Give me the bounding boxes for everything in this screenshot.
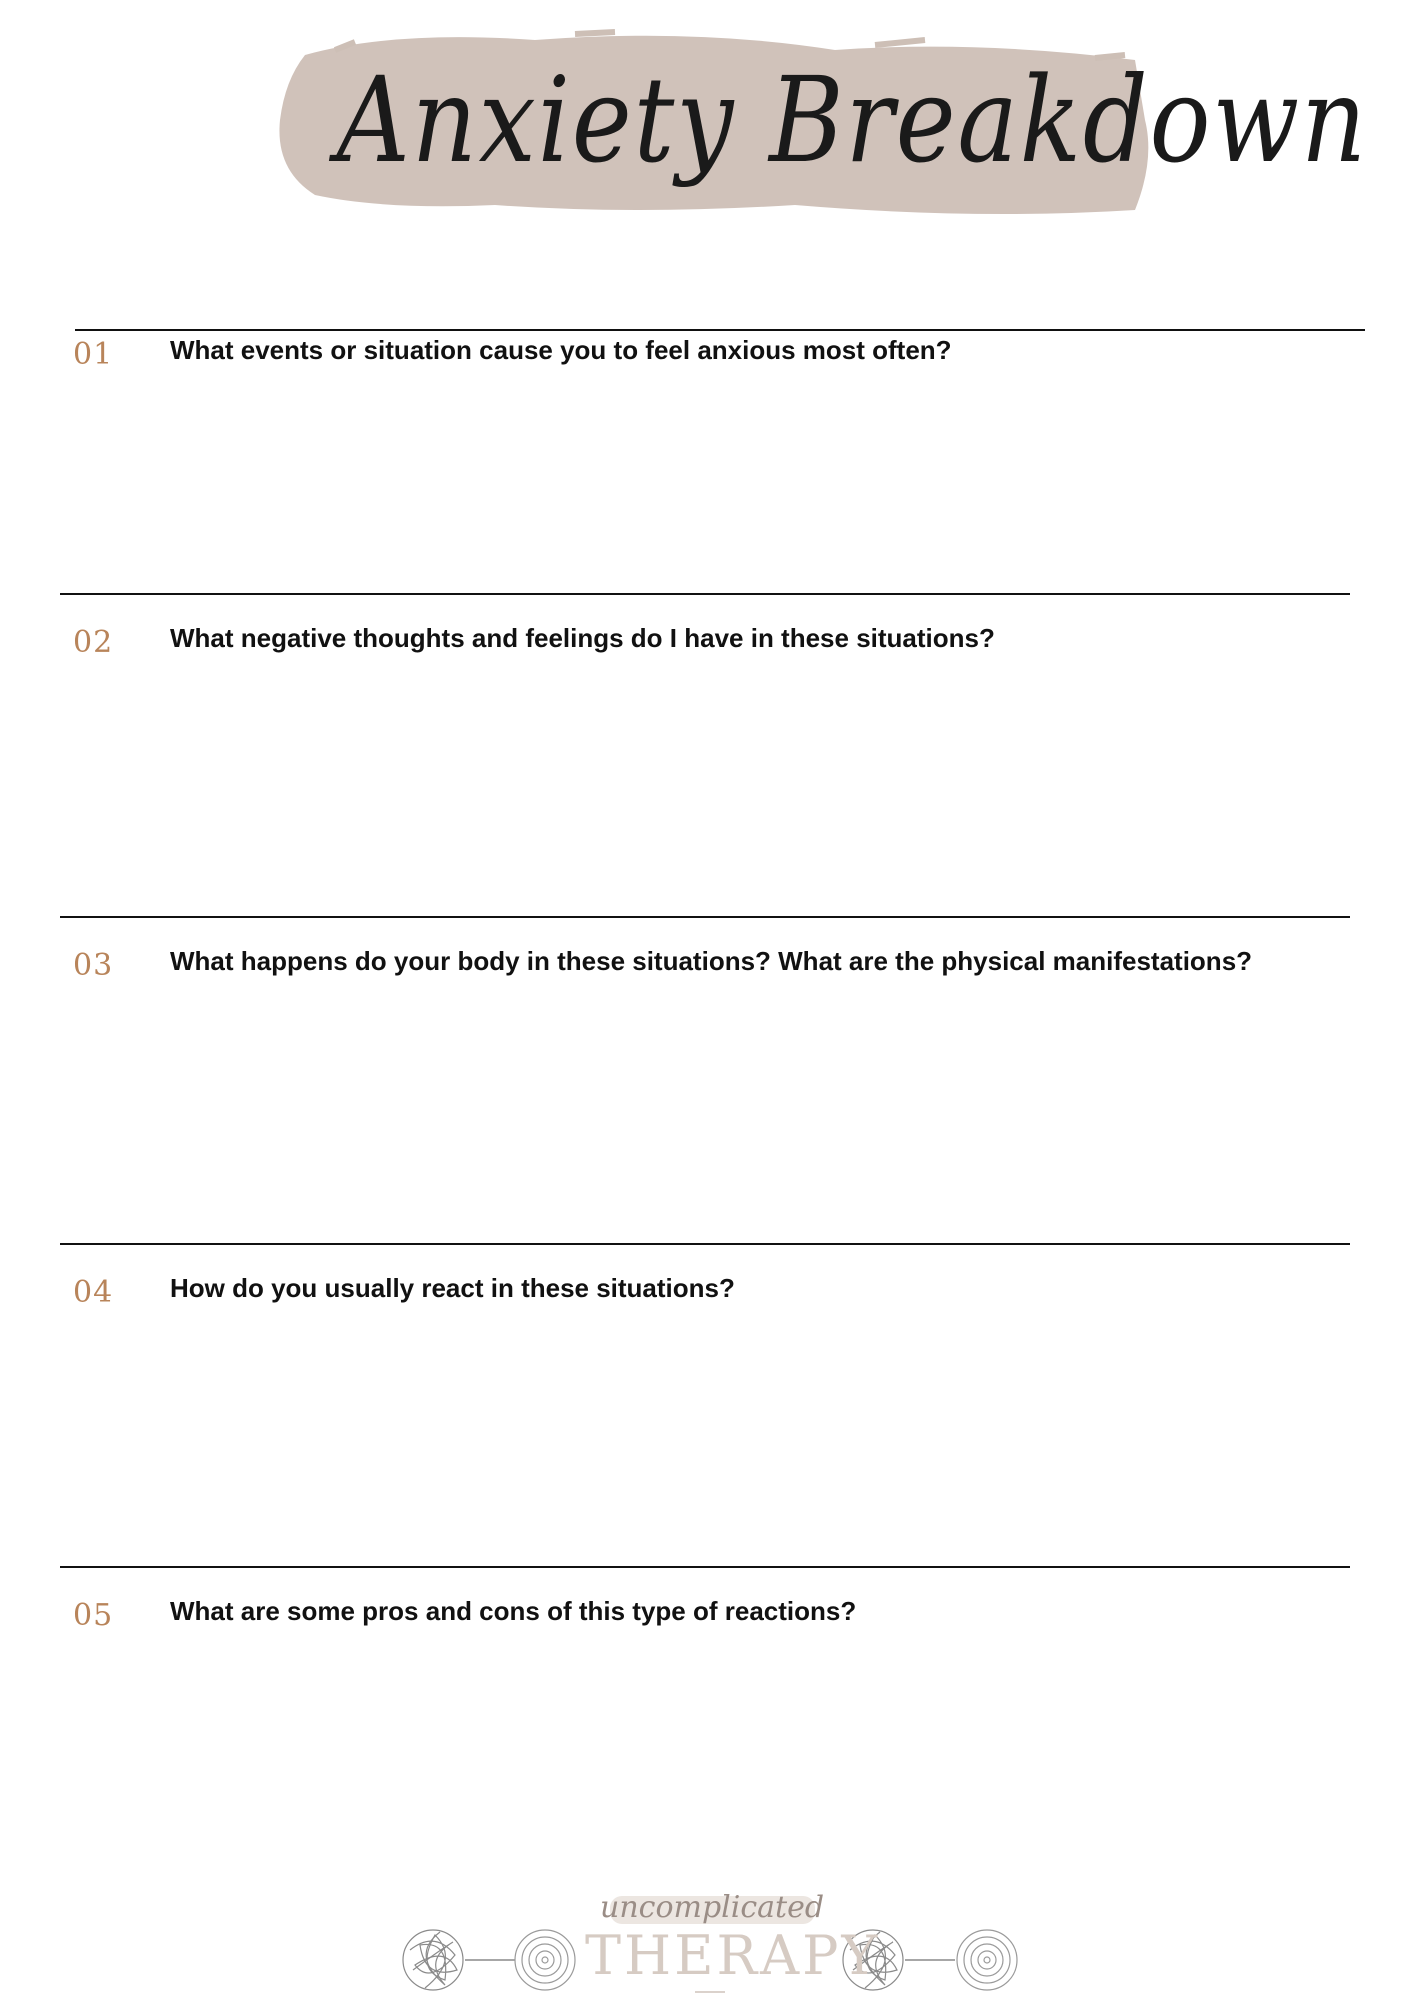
spiral-icon [957,1930,1017,1990]
divider-4 [60,1243,1350,1245]
answer-area-3[interactable] [170,995,1350,1235]
title-banner [275,10,1369,250]
answer-area-5[interactable] [170,1645,1350,1875]
question-text-1: What events or situation cause you to feel anxious most often? [170,335,952,365]
footer-script-text: uncomplicated [600,1890,825,1925]
page-title: Anxiety Breakdown [336,51,1369,189]
question-number-4: 04 [73,1275,114,1310]
tangle-icon [403,1930,463,1990]
question-number-5: 05 [73,1598,114,1633]
question-text-5: What are some pros and cons of this type of reactions? [170,1596,857,1626]
answer-area-2[interactable] [170,670,1350,910]
question-text-4: How do you usually react in these situations? [170,1273,735,1303]
footer-logo [395,1890,1035,2000]
question-text-3: What happens do your body in these situations? What are the physical manifestations? [170,946,1253,976]
divider-3 [60,916,1350,918]
footer-brand-text: THERAPY [585,1924,881,1987]
answer-area-4[interactable] [170,1320,1350,1560]
question-number-1: 01 [73,337,114,372]
question-number-3: 03 [73,948,114,983]
question-number-2: 02 [73,625,114,660]
question-text-2: What negative thoughts and feelings do I have in these situations? [170,623,995,653]
divider-1 [75,329,1365,331]
spiral-icon [515,1930,575,1990]
divider-2 [60,593,1350,595]
divider-5 [60,1566,1350,1568]
answer-area-1[interactable] [170,380,1350,580]
